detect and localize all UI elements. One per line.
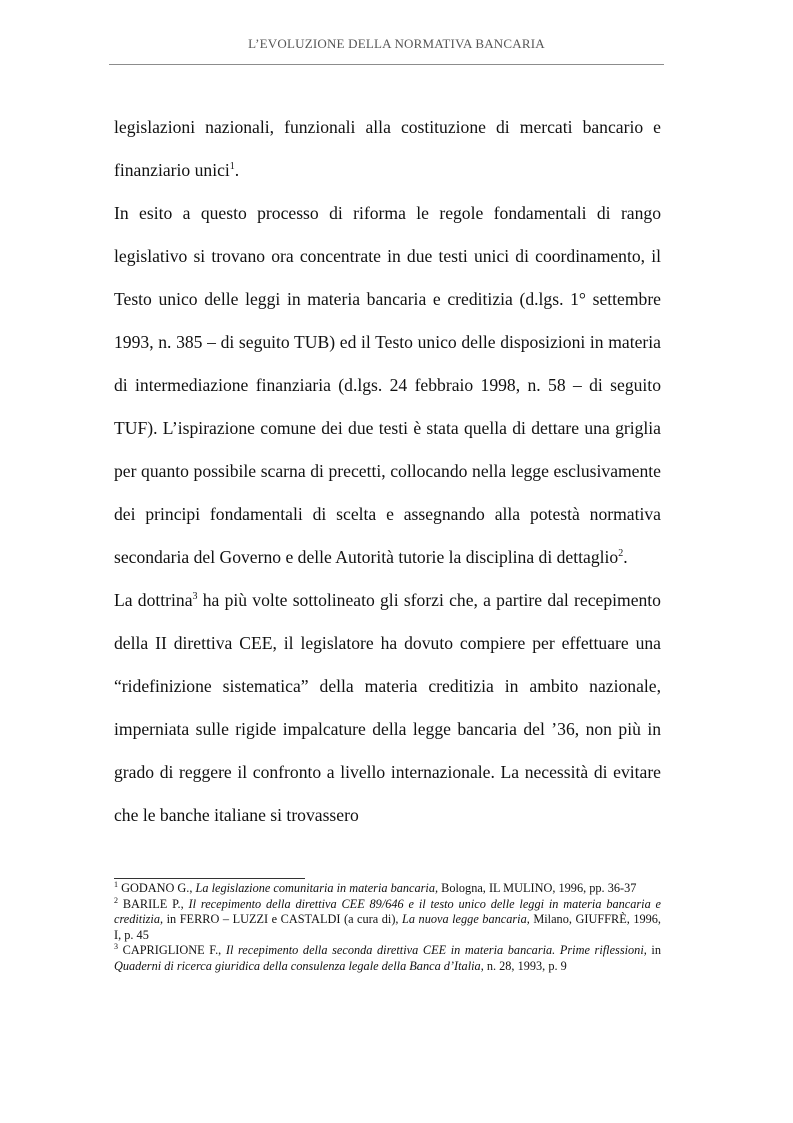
paragraph-1-text: legislazioni nazionali, funzionali alla costituzione di mercati bancario e finanziario unici — [114, 117, 661, 180]
footnote-separator — [114, 878, 305, 879]
paragraph-3-text: ha più volte sottolineato gli sforzi che, a partire dal recepimento della II direttiva CEE, il legislatore ha dovuto compiere per effettuare una “ridefinizione sistematica” della materia creditizia in ambito nazionale, imperniata sulle rigide impalcature della legge bancaria del ’36, non più in grado di reggere il confronto a livello internazionale. La necessità di evitare che le banche italiane si trovassero — [114, 590, 661, 825]
footnote-ref-1: 1 — [229, 161, 235, 173]
paragraph-1-end: . — [234, 160, 240, 180]
footnote-1-number: 1 — [114, 879, 118, 889]
footnote-3 — [114, 943, 661, 974]
paragraph-2-text: In esito a questo processo di riforma le regole fondamentali di rango legislativo si trovano ora concentrate in due testi unici di coordinamento, il Testo unico delle leggi in materia bancaria e creditizia (d.lgs. 1° settembre 1993, n. 385 – di seguito TUB) ed il Testo unico delle disposizioni in materia di intermediazione finanziaria (d.lgs. 24 febbraio 1998, n. 58 – di seguito TUF). L’ispirazione comune dei due testi è stata quella di dettare una griglia per quanto possibile scarna di precetti, collocando nella legge esclusivamente dei principi fondamentali di scelta e assegnando alla potestà normativa secondaria del Governo e delle Autorità tutorie la disciplina di dettaglio — [114, 203, 661, 567]
footnote-3-journal: Quaderni di ricerca giuridica della consulenza legale della Banca d’Italia — [114, 958, 481, 973]
paragraph-2-end: . — [623, 547, 628, 567]
footnote-1-title: La legislazione comunitaria in materia bancaria, — [195, 881, 439, 895]
footnote-2-title: Il recepimento della direttiva CEE 89/646 e il testo unico delle leggi in materia bancaria e creditizia, — [114, 896, 662, 927]
footnote-3-title: Il recepimento della seconda direttiva CEE in materia bancaria. Prime riflessioni, — [225, 943, 647, 958]
paragraph-3 — [114, 579, 661, 837]
footnote-1 — [114, 881, 661, 897]
footnote-3-rest: , n. 28, 1993, p. 9 — [480, 958, 567, 973]
running-header: L’EVOLUZIONE DELLA NORMATIVA BANCARIA — [248, 36, 545, 51]
paragraph-3-start: La dottrina — [114, 590, 193, 610]
main-text — [114, 106, 661, 837]
footnote-1-author: GODANO G., — [118, 881, 196, 895]
footnote-ref-2: 2 — [618, 548, 624, 560]
paragraph-1 — [114, 106, 661, 192]
footnote-2 — [114, 897, 661, 944]
footnote-3-number: 3 — [114, 942, 118, 952]
footnote-2-book: La nuova legge bancaria, — [402, 912, 530, 927]
footnote-2-number: 2 — [114, 895, 118, 905]
header-divider — [109, 64, 664, 65]
footnotes — [114, 881, 661, 975]
footnote-3-author: CAPRIGLIONE F., — [118, 943, 226, 958]
paragraph-2 — [114, 192, 661, 579]
footnote-ref-3: 3 — [192, 591, 198, 603]
footnote-2-author: BARILE P., — [118, 896, 189, 911]
footnote-3-mid: in — [646, 943, 661, 958]
footnote-2-rest: Milano, GIUFFRÈ, 1996, I, p. 45 — [114, 912, 661, 942]
footnote-1-rest: Bologna, IL MULINO, 1996, pp. 36-37 — [438, 881, 637, 895]
footnote-2-mid: in FERRO – LUZZI e CASTALDI (a cura di), — [163, 912, 403, 927]
